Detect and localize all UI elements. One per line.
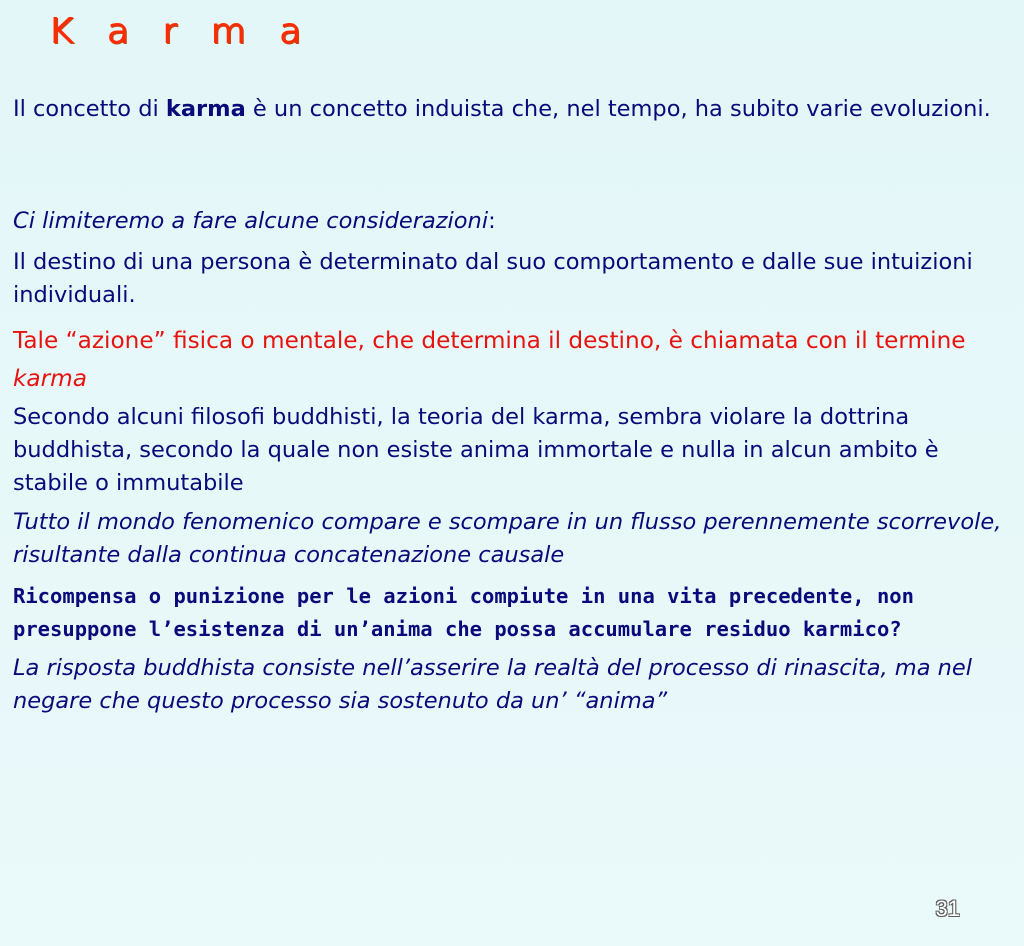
paragraph-action-highlight [13,322,1003,398]
paragraph-phenomenal-world: Tutto il mondo fenomenico compare e scompare in un flusso perennemente scorrevole, risultante dalla continua concatenazione causale [13,509,1002,568]
p1-text-after: è un concetto induista che, nel tempo, ha subito varie evoluzioni. [245,96,991,122]
p1-text-before: Il concetto di [13,96,166,122]
paragraph-philosophers: Secondo alcuni filosofi buddhisti, la teoria del karma, sembra violare la dottrina buddhista, secondo la quale non esiste anima immortale e nulla in alcun ambito è stabile o immutabile [13,404,939,496]
p2-colon: : [488,208,496,234]
p4-italic-karma: karma [13,365,87,392]
paragraph-answer: La risposta buddhista consiste nell’asserire la realtà del processo di rinascita, ma nel negare che questo processo sia sostenuto da un’ “anima” [13,655,973,714]
slide-body [13,93,1003,718]
slide-title: K a r m a [50,11,313,52]
p1-bold-karma: karma [165,96,246,122]
paragraph-considerations [13,205,1003,238]
p2-italic: Ci limiteremo a fare alcune considerazioni [13,208,489,234]
p4-text-before: Tale “azione” fisica o mentale, che determina il destino, è chiamata con il termine [13,327,966,354]
paragraph-question: Ricompensa o punizione per le azioni compiute in una vita precedente, non presuppone l’esistenza di un’anima che possa accumulare residuo karmico? [13,584,914,641]
page-number: 31 [935,896,960,921]
paragraph-karma-concept [13,93,1003,126]
paragraph-destiny: Il destino di una persona è determinato dal suo comportamento e dalle sue intuizioni individuali. [13,249,973,308]
